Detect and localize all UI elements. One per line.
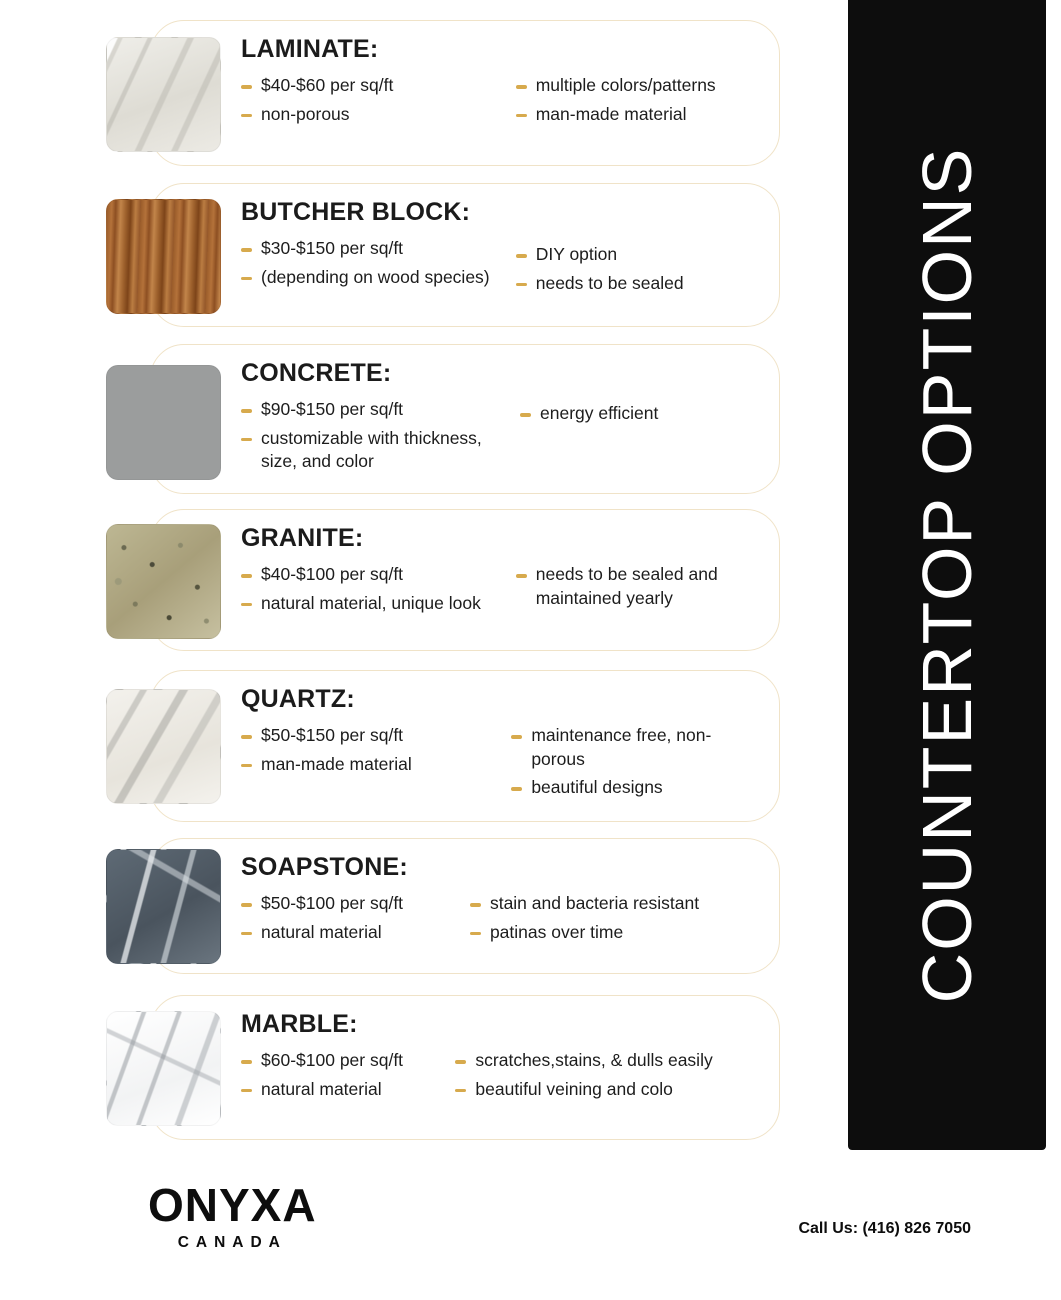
bullet: $90-$150 per sq/ft — [241, 398, 520, 422]
bullet: stain and bacteria resistant — [470, 892, 763, 916]
bullet: natural material, unique look — [241, 592, 516, 616]
section-granite — [150, 509, 780, 651]
bullet: $40-$60 per sq/ft — [241, 74, 516, 98]
granite-swatch — [106, 524, 221, 639]
soapstone-swatch — [106, 849, 221, 964]
left-bullets — [241, 563, 516, 620]
left-bullets — [241, 892, 470, 949]
bullet: natural material — [241, 921, 470, 945]
bullet: $30-$150 per sq/ft — [241, 237, 516, 261]
bullet: $50-$150 per sq/ft — [241, 724, 511, 748]
left-bullets — [241, 1049, 455, 1106]
bullet: energy efficient — [520, 402, 763, 426]
laminate-swatch — [106, 37, 221, 152]
concrete-swatch — [106, 365, 221, 480]
right-bullets — [511, 724, 763, 805]
bullet: man-made material — [241, 753, 511, 777]
section-concrete — [150, 344, 780, 494]
section-title: CONCRETE: — [241, 359, 392, 387]
right-bullets — [516, 563, 763, 620]
bullet: customizable with thickness, size, and color — [241, 427, 520, 474]
right-bullets — [470, 892, 763, 949]
marble-swatch — [106, 1011, 221, 1126]
bullet: $60-$100 per sq/ft — [241, 1049, 455, 1073]
left-bullets — [241, 724, 511, 805]
butcher-block-swatch — [106, 199, 221, 314]
section-title: SOAPSTONE: — [241, 853, 408, 881]
section-laminate — [150, 20, 780, 166]
section-soapstone — [150, 838, 780, 974]
banner-title: COUNTERTOP OPTIONS — [908, 146, 986, 1004]
right-bullets — [520, 398, 763, 479]
section-title: QUARTZ: — [241, 685, 355, 713]
bullet: non-porous — [241, 103, 516, 127]
right-bullets — [516, 237, 763, 300]
bullet: scratches,stains, & dulls easily — [455, 1049, 763, 1073]
bullet: needs to be sealed and maintained yearly — [516, 563, 763, 610]
section-butcher-block — [150, 183, 780, 327]
bullet: natural material — [241, 1078, 455, 1102]
section-title: GRANITE: — [241, 524, 364, 552]
section-title: LAMINATE: — [241, 35, 379, 63]
bullet-continuation: (depending on wood species) — [241, 266, 516, 290]
section-title: MARBLE: — [241, 1010, 358, 1038]
bullet: man-made material — [516, 103, 763, 127]
right-bullets — [516, 74, 763, 131]
bullet: beautiful designs — [511, 776, 763, 800]
bullet: $40-$100 per sq/ft — [241, 563, 516, 587]
brand-logo — [148, 1179, 317, 1252]
bullet: patinas over time — [470, 921, 763, 945]
bullet: needs to be sealed — [516, 272, 763, 296]
bullet: beautiful veining and colo — [455, 1078, 763, 1102]
section-marble — [150, 995, 780, 1140]
right-bullets — [455, 1049, 763, 1106]
bullet: maintenance free, non-porous — [511, 724, 763, 771]
logo-subtitle: CANADA — [177, 1234, 287, 1251]
section-quartz — [150, 670, 780, 822]
bullet: $50-$100 per sq/ft — [241, 892, 470, 916]
vertical-banner — [848, 0, 1046, 1150]
section-title: BUTCHER BLOCK: — [241, 198, 471, 226]
quartz-swatch — [106, 689, 221, 804]
left-bullets — [241, 237, 516, 300]
bullet: DIY option — [516, 243, 763, 267]
bullet: multiple colors/patterns — [516, 74, 763, 98]
left-bullets — [241, 74, 516, 131]
logo-wordmark: ONYXA — [148, 1179, 317, 1231]
call-us-text: Call Us: (416) 826 7050 — [798, 1220, 971, 1237]
left-bullets — [241, 398, 520, 479]
